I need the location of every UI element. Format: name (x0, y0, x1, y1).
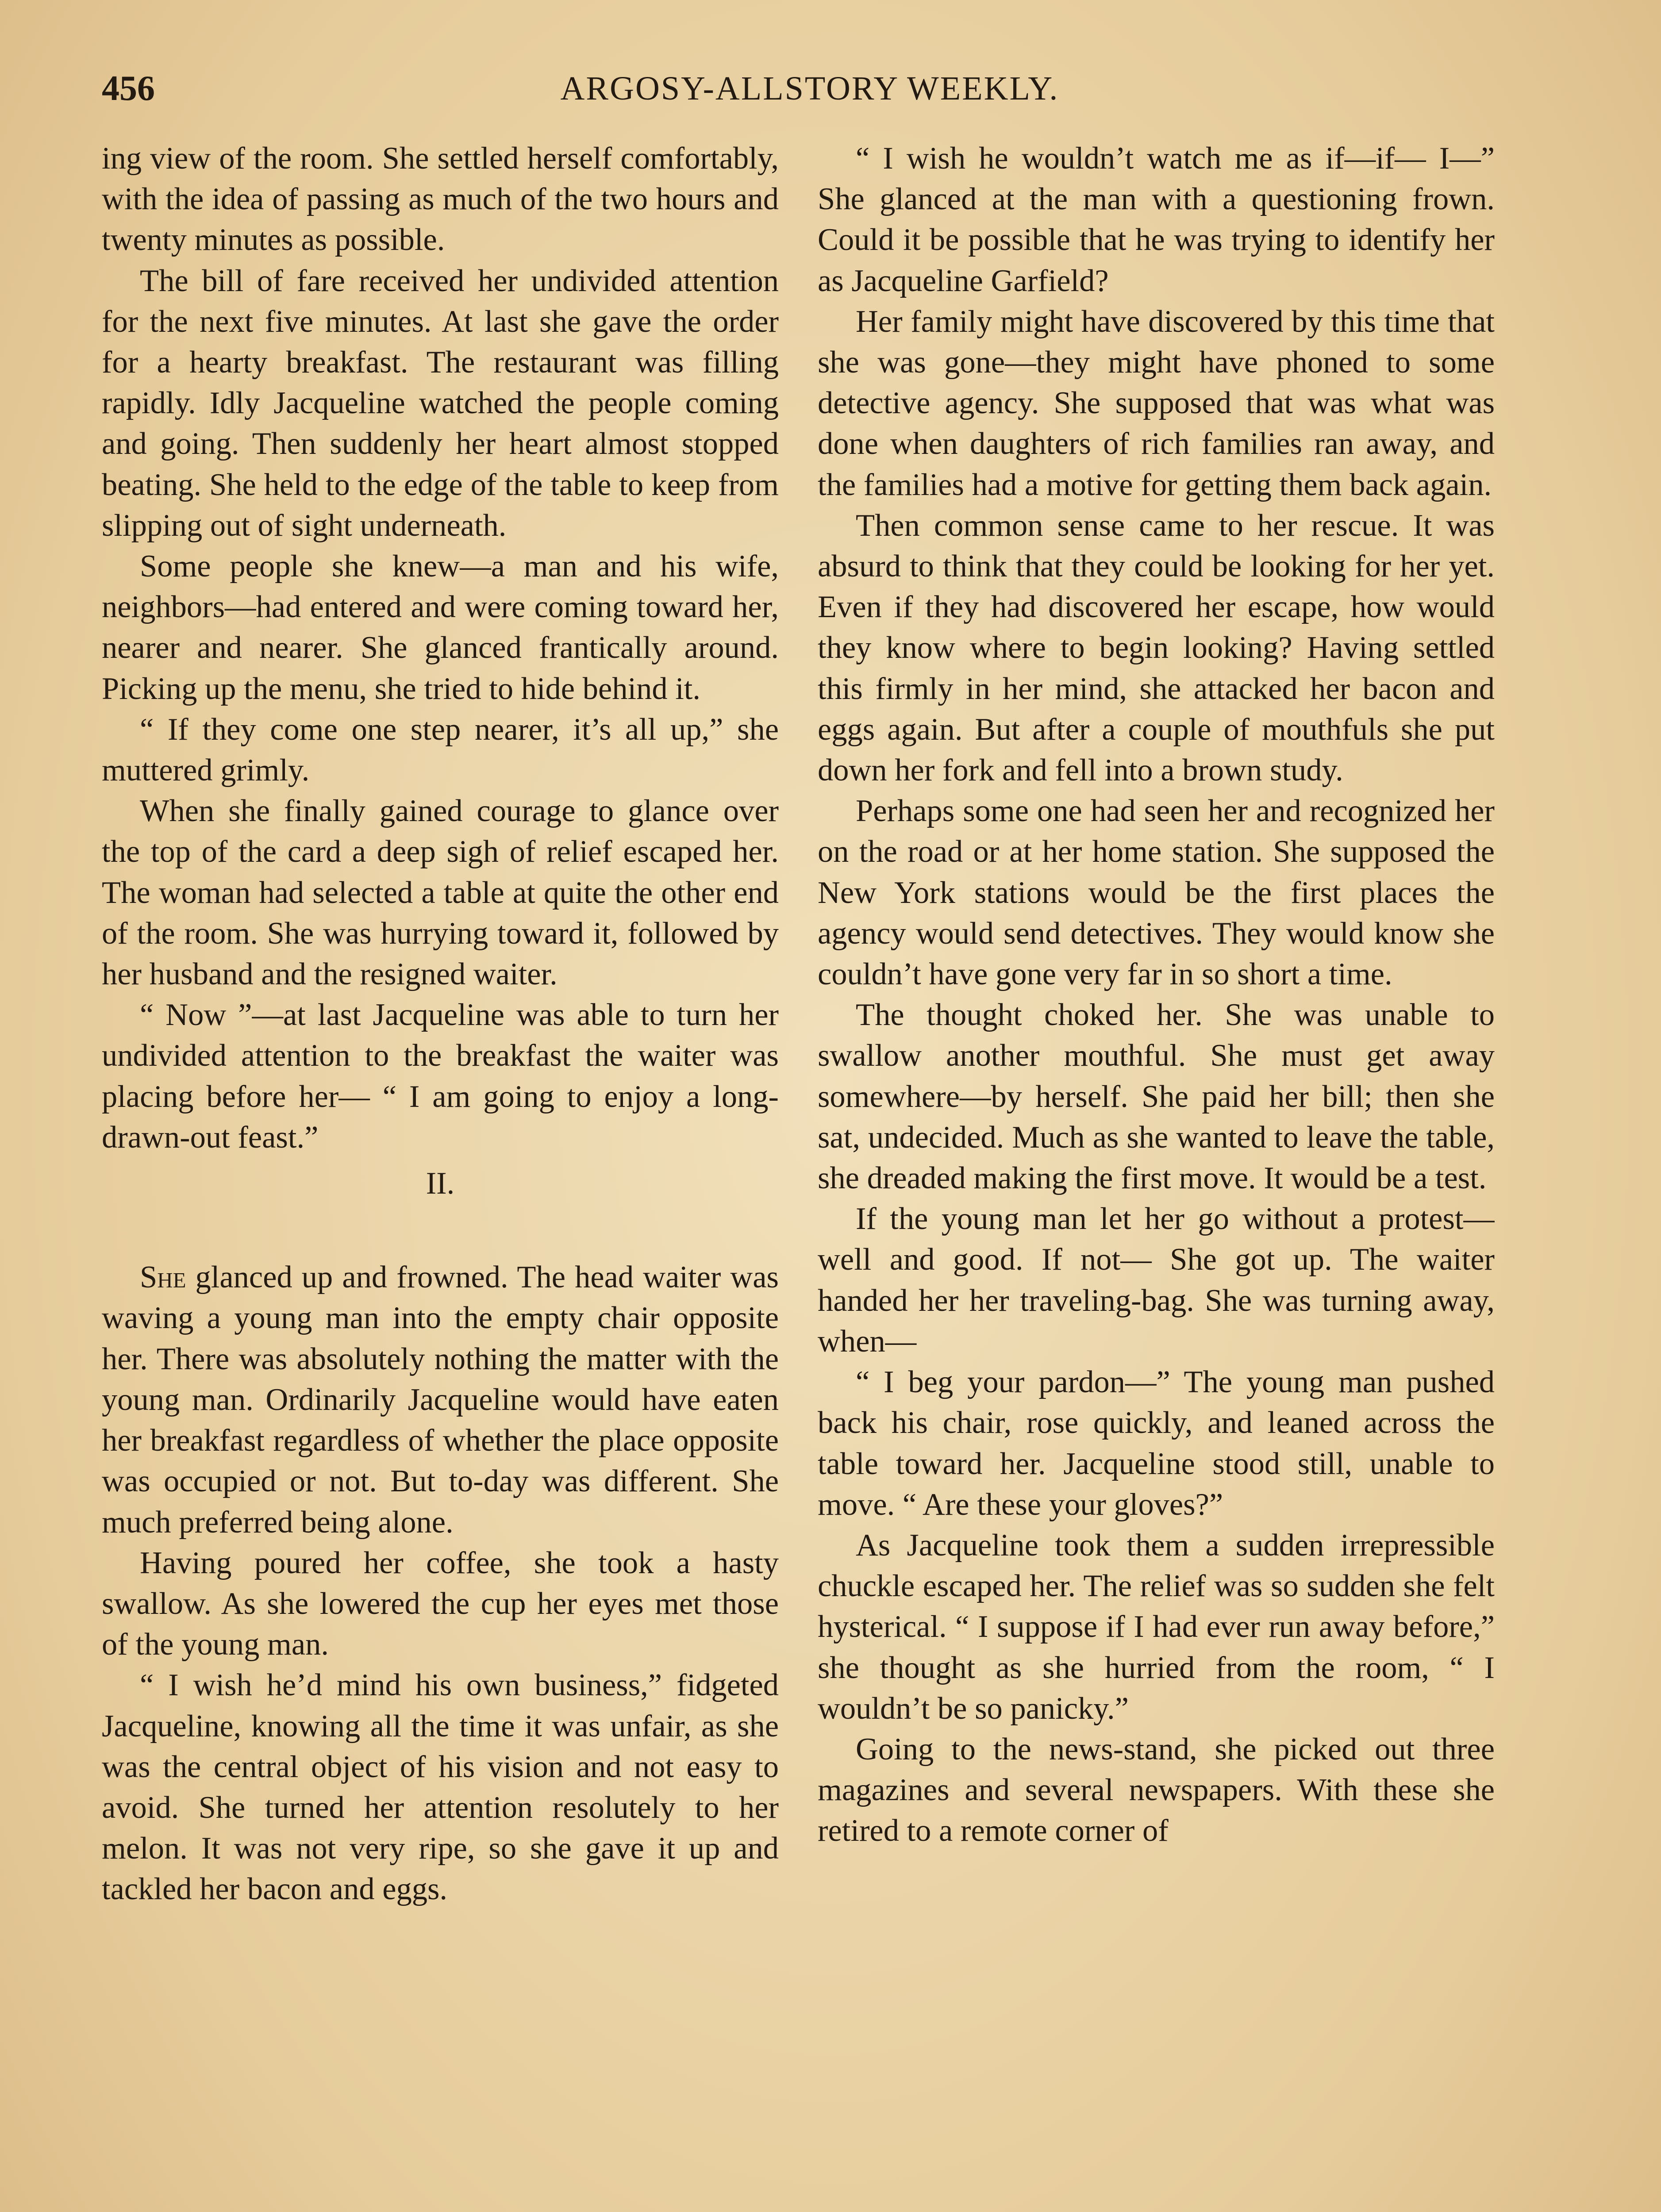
paragraph: “ I wish he’d mind his own business,” fidgeted Jacqueline, knowing all the time it was unfair, as she was the central object of his vision and not easy to avoid. She turned her attention resolutely to her melon. It was not very ripe, so she gave it up and tackled her bacon and eggs. (102, 1668, 779, 1907)
paragraph: ing view of the room. She settled herself comfortably, with the idea of passing as much of the two hours and twenty minutes as possible. (102, 141, 779, 257)
paragraph: The bill of fare received her undivided attention for the next five minutes. At last she gave the order for a hearty breakfast. The restaurant was filling rapidly. Idly Jacqueline watched the people coming and going. Then suddenly her heart almost stopped beating. She held to the edge of the table to keep from slipping out of sight underneath. (102, 263, 779, 543)
running-head: ARGOSY-ALLSTORY WEEKLY. (560, 70, 1059, 107)
paragraph: Her family might have discovered by this time that she was gone—they might have phoned to some detective agency. She supposed that was what was done when daughters of rich families ran away, and the families had a motive for getting them back again. (818, 304, 1495, 502)
paragraph: When she finally gained courage to glance over the top of the card a deep sigh of relief escaped her. The woman had selected a table at quite the other end of the room. She was hurrying toward it, followed by her husband and the resigned waiter. (102, 794, 779, 992)
right-column (818, 138, 1495, 2212)
page-number: 456 (102, 69, 155, 108)
paragraph: Perhaps some one had seen her and recognized her on the road or at her home station. She supposed the New York stations would be the first places the agency would send detectives. They would know she couldn’t have gone very far in so short a time. (818, 794, 1495, 992)
paragraph: Some people she knew—a man and his wife, neighbors—had entered and were coming toward her, nearer and nearer. She glanced frantically around. Picking up the menu, she tried to hide behind it. (102, 549, 779, 706)
paragraph: “ Now ”—at last Jacqueline was able to turn her undivided attention to the breakfast the waiter was placing before her— “ I am going to enjoy a long-drawn-out feast.” (102, 998, 779, 1155)
page-header (102, 66, 1518, 119)
left-column (102, 138, 779, 2212)
paragraph: “ I beg your pardon—” The young man pushed back his chair, rose quickly, and leaned across the table toward her. Jacqueline stood still, unable to move. “ Are these your gloves?” (818, 1365, 1495, 1522)
section-heading: II. (426, 1166, 455, 1201)
paragraph: Then common sense came to her rescue. It was absurd to think that they could be looking for her yet. Even if they had discovered her escape, how would they know where to begin looking? Having settled this firmly in her mind, she attacked her bacon and eggs again. But after a couple of mouthfuls she put down her fork and fell into a brown study. (818, 508, 1495, 788)
paragraph: As Jacqueline took them a sudden irrepressible chuckle escaped her. The relief was so sudden she felt hysterical. “ I suppose if I had ever run away before,” she thought as she hurried from the room, “ I wouldn’t be so panicky.” (818, 1528, 1495, 1726)
paragraph: Going to the news-stand, she picked out three magazines and several newspapers. With these she retired to a remote corner of (818, 1732, 1495, 1848)
paragraph: “ If they come one step nearer, it’s all up,” she muttered grimly. (102, 712, 779, 788)
paragraph: The thought choked her. She was unable to swallow another mouthful. She must get away somewhere—by herself. She paid her bill; then she sat, undecided. Much as she wanted to leave the table, she dreaded making the first move. It would be a test. (818, 998, 1495, 1196)
section-opening-paragraph (102, 1257, 779, 1542)
paragraph: If the young man let her go without a protest—well and good. If not— She got up. The waiter handed her her traveling-bag. She was turning away, when— (818, 1202, 1495, 1359)
section-opening-smallcaps: She (140, 1260, 186, 1295)
paragraph: Having poured her coffee, she took a hasty swallow. As she lowered the cup her eyes met those of the young man. (102, 1545, 779, 1662)
section-opening-text: glanced up and frowned. The head waiter was waving a young man into the empty chair opposite her. There was absolutely nothing the matter with the young man. Ordinarily Jacqueline would have eaten her breakfast regardless of whether the place opposite was occupied or not. But to-day was different. She much preferred being alone. (102, 1260, 779, 1540)
paragraph: “ I wish he wouldn’t watch me as if—if— I—” She glanced at the man with a questioning frown. Could it be possible that he was trying to identify her as Jacqueline Garfield? (818, 141, 1495, 298)
